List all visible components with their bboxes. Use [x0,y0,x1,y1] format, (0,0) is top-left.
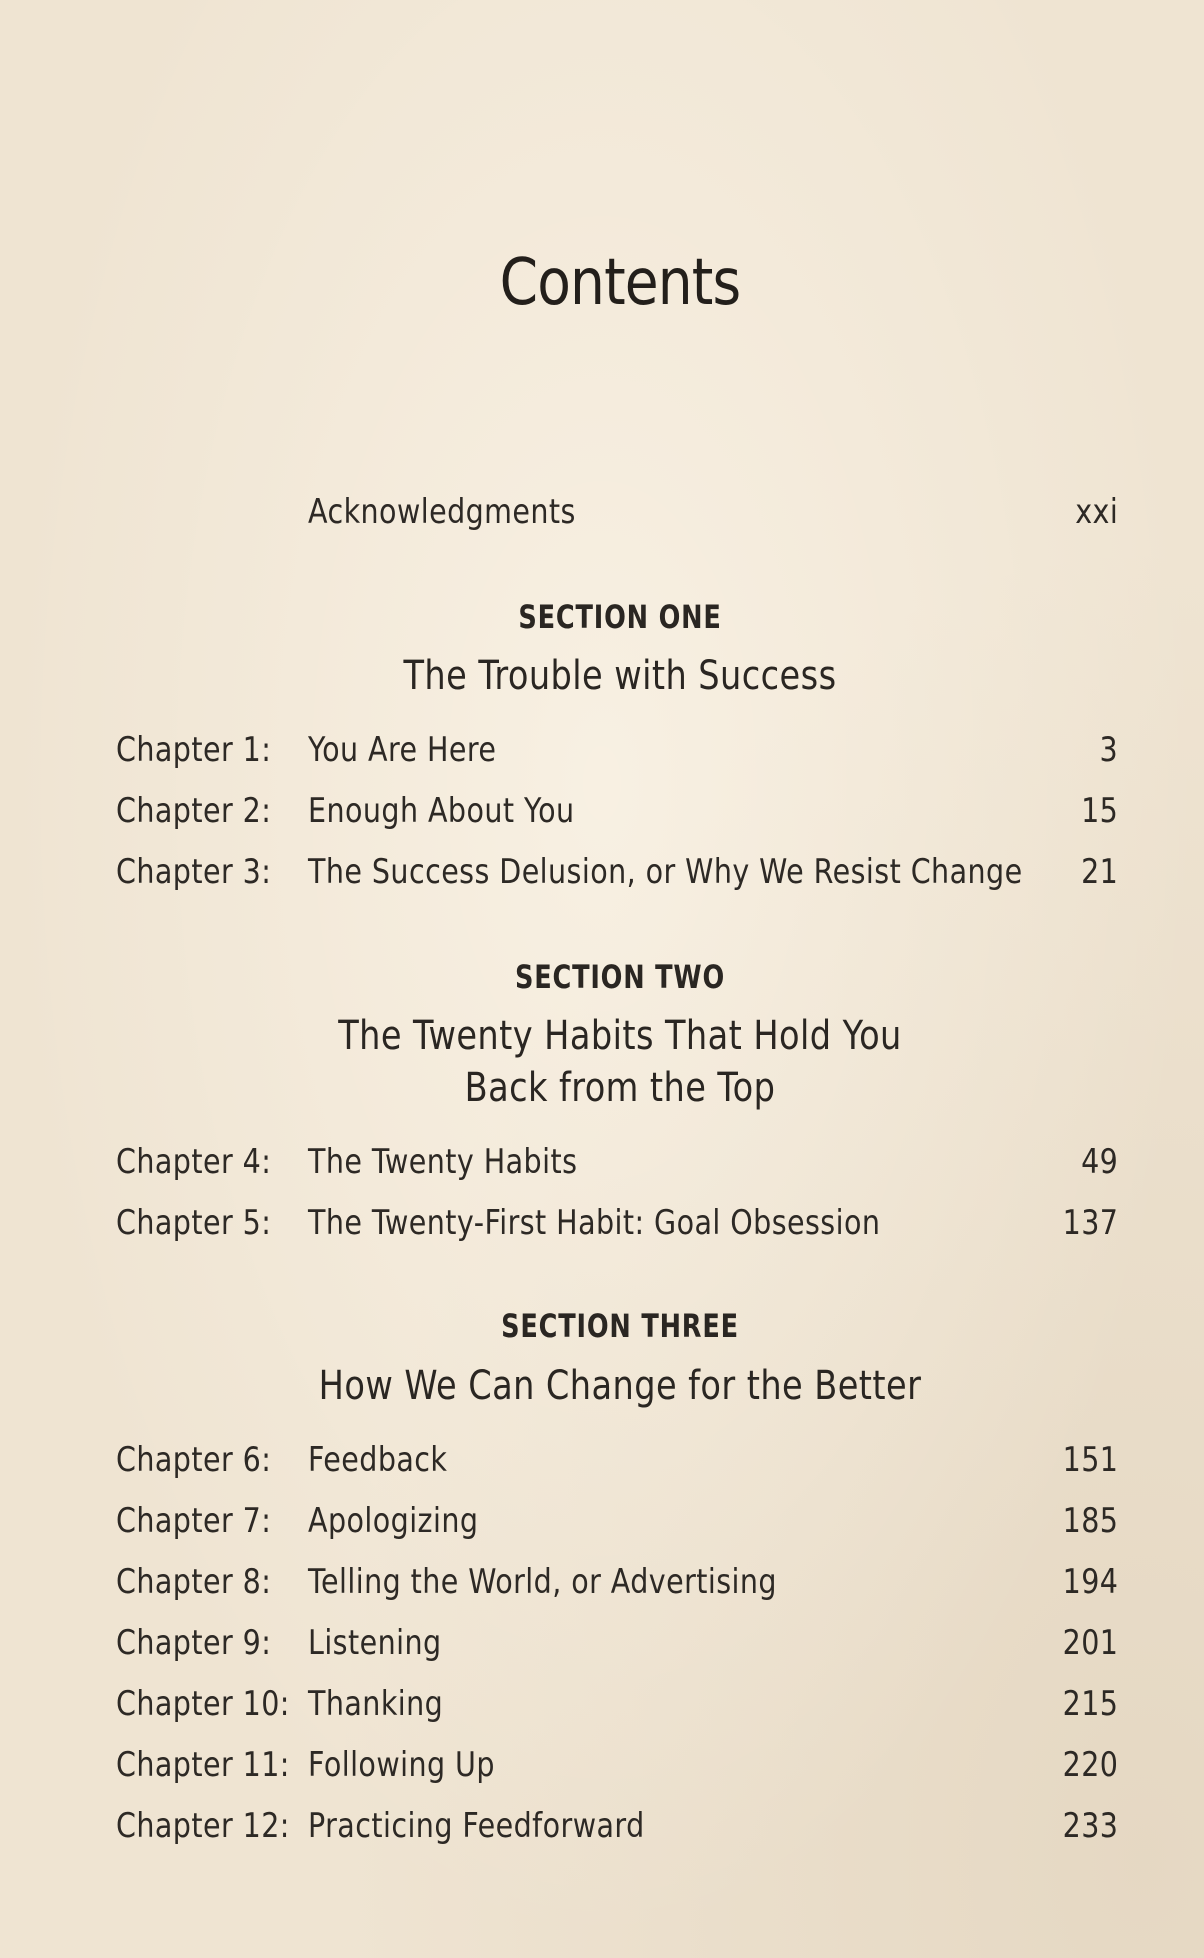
chapter-title: Thanking [308,1684,444,1724]
chapter-number: Chapter 12: [116,1806,290,1846]
section-two-label: SECTION TWO [514,958,726,996]
chapter-number: Chapter 6: [116,1440,272,1480]
chapter-page: 215 [1062,1684,1118,1724]
toc-row-chapter-1 [0,730,1204,780]
chapter-number: Chapter 1: [116,730,272,770]
toc-row-chapter-9 [0,1623,1204,1673]
chapter-title: The Success Delusion, or Why We Resist Change [308,852,1023,892]
toc-row-chapter-11 [0,1745,1204,1795]
section-three-title [99,1360,1141,1412]
chapter-page: 201 [1062,1623,1118,1663]
chapter-title: Following Up [308,1745,495,1785]
chapter-number: Chapter 4: [116,1142,272,1182]
toc-row-chapter-8 [0,1562,1204,1612]
toc-row-acknowledgments [0,492,1204,542]
section-three-label: SECTION THREE [501,1307,739,1345]
toc-row-chapter-5 [0,1203,1204,1253]
toc-entry-page: xxi [1074,492,1118,532]
chapter-title: Feedback [308,1440,448,1480]
toc-row-chapter-4 [0,1142,1204,1192]
chapter-title: Telling the World, or Advertising [308,1562,777,1602]
page-title: Contents [499,246,741,320]
chapter-title: The Twenty Habits [308,1142,578,1182]
chapter-page: 3 [1099,730,1118,770]
chapter-number: Chapter 10: [116,1684,290,1724]
chapter-title: Apologizing [308,1501,479,1541]
chapter-number: Chapter 2: [116,791,272,831]
chapter-page: 15 [1080,791,1118,831]
chapter-number: Chapter 9: [116,1623,272,1663]
chapter-page: 21 [1080,852,1118,892]
toc-row-chapter-6 [0,1440,1204,1490]
chapter-page: 151 [1062,1440,1118,1480]
section-title-line: Back from the Top [464,1065,776,1111]
chapter-number: Chapter 7: [116,1501,272,1541]
chapter-number: Chapter 5: [116,1203,272,1243]
chapter-page: 49 [1080,1142,1118,1182]
section-title-line: How We Can Change for the Better [318,1363,922,1409]
toc-row-chapter-10 [0,1684,1204,1734]
chapter-title: Listening [308,1623,442,1663]
chapter-title: You Are Here [308,730,497,770]
toc-row-chapter-3 [0,852,1204,902]
section-one-label: SECTION ONE [518,598,722,636]
chapter-number: Chapter 3: [116,852,272,892]
chapter-title: Enough About You [308,791,575,831]
toc-row-chapter-2 [0,791,1204,841]
toc-row-chapter-7 [0,1501,1204,1551]
chapter-title: The Twenty-First Habit: Goal Obsession [308,1203,881,1243]
chapter-title: Practicing Feedforward [308,1806,645,1846]
chapter-page: 233 [1062,1806,1118,1846]
toc-entry-title: Acknowledgments [308,492,576,532]
chapter-number: Chapter 11: [116,1745,290,1785]
section-two-title [99,1010,1141,1114]
chapter-page: 220 [1062,1745,1118,1785]
chapter-number: Chapter 8: [116,1562,272,1602]
chapter-page: 185 [1062,1501,1118,1541]
toc-row-chapter-12 [0,1806,1204,1856]
section-title-line: The Twenty Habits That Hold You [338,1013,902,1059]
section-one-title [99,650,1141,702]
chapter-page: 194 [1062,1562,1118,1602]
section-title-line: The Trouble with Success [403,653,837,699]
chapter-page: 137 [1062,1203,1118,1243]
